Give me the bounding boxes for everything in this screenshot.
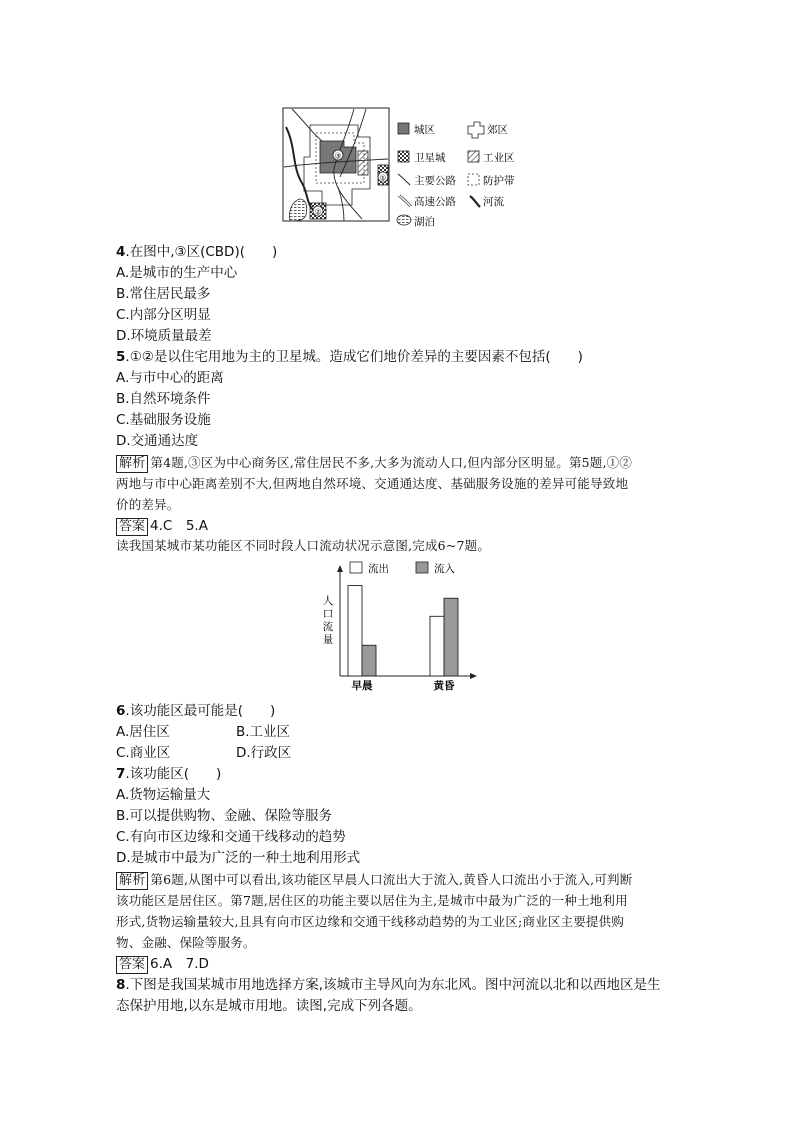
population-flow-chart (316, 558, 480, 692)
q7-option-b: B.可以提供购物、金融、保险等服务 (116, 808, 333, 824)
question-6-stem: 6.该功能区最可能是( ) (116, 703, 276, 719)
legend-label-belt: 防护带 (483, 175, 515, 187)
legend-label-river: 河流 (483, 196, 504, 208)
q7-option-c: C.有向市区边缘和交通干线移动的趋势 (116, 829, 346, 845)
q5-option-c: C.基础服务设施 (116, 412, 211, 428)
q6-option-a: A.居住区 (116, 724, 170, 740)
protective-belt-icon (468, 174, 479, 185)
x-tick-label-0: 早晨 (351, 680, 373, 692)
legend-label-suburb: 郊区 (487, 124, 508, 136)
q4-option-b: B.常住居民最多 (116, 286, 211, 302)
q6-option-c: C.商业区 (116, 745, 171, 761)
explanation-4-5: 解析 第4题,③区为中心商务区,常住居民不多,大多为流动人口,但内部分区明显。第5题,①② 两地与市中心距离差别不大,但两地自然环境、交通通达度、基础服务设施的差异可能导致地 价的差异。 (116, 455, 633, 512)
q6-option-b: B.工业区 (236, 724, 291, 740)
q7-option-a: A.货物运输量大 (116, 787, 211, 803)
answer-tag: 答案 (116, 956, 148, 974)
question-5-stem: 5.①②是以住宅用地为主的卫星城。造成它们地价差异的主要因素不包括( ) (116, 349, 583, 365)
map-marker-2: ② (314, 207, 322, 217)
explanation-tag: 解析 (116, 455, 148, 473)
urban-area-icon (398, 123, 409, 134)
bar-inflow-0 (362, 645, 376, 676)
legend-label-main-road: 主要公路 (414, 175, 456, 187)
bar-outflow-1 (430, 616, 444, 676)
legend-swatch-outflow (350, 562, 362, 573)
chart-y-axis-arrow (337, 565, 343, 572)
main-road-icon (398, 174, 410, 185)
bar-inflow-1 (444, 598, 458, 676)
legend-label-urban: 城区 (414, 124, 435, 136)
q5-option-a: A.与市中心的距离 (116, 370, 224, 386)
legend-label-industrial: 工业区 (483, 152, 515, 164)
answer-tag: 答案 (116, 518, 148, 536)
city-map-figure (282, 107, 522, 232)
answer-6-7: 答案 6.A 7.D (116, 954, 209, 974)
explanation-tag: 解析 (116, 872, 148, 890)
map-marker-3: ③ (334, 151, 342, 161)
q6-option-d: D.行政区 (236, 745, 292, 761)
q4-option-a: A.是城市的生产中心 (116, 265, 238, 281)
chart-legend (350, 562, 455, 575)
q4-option-c: C.内部分区明显 (116, 307, 211, 323)
expressway-icon (400, 195, 412, 206)
river-icon (470, 196, 480, 207)
q4-option-d: D.环境质量最差 (116, 328, 212, 344)
explanation-6-7: 解析 第6题,从图中可以看出,该功能区早晨人口流出大于流入,黄昏人口流出小于流入,可判断 该功能区是居住区。第7题,居住区的功能主要以居住为主,是城市中最为广泛的一种土地利用 形式,货物运输量较大,且具有向市区边缘和交通干线移动趋势的为工业区;商业区主要提供购 物、金融、保险等服务。 (116, 872, 633, 950)
q5-option-d: D.交通通达度 (116, 433, 199, 449)
legend-label-satellite: 卫星城 (414, 152, 446, 164)
legend-label-expressway: 高速公路 (414, 196, 456, 208)
legend-label-lake: 湖泊 (414, 216, 435, 228)
question-8-stem: 8.下图是我国某城市用地选择方案,该城市主导风向为东北风。图中河流以北和以西地区是生 (116, 977, 661, 993)
x-tick-label-1: 黄昏 (433, 680, 455, 692)
q5-option-b: B.自然环境条件 (116, 391, 211, 407)
chart-x-axis-arrow (470, 673, 477, 679)
lake-icon (397, 215, 411, 225)
legend-label-outflow: 流出 (368, 563, 389, 575)
industrial-zone-icon (468, 151, 479, 162)
question-7-stem: 7.该功能区( ) (116, 766, 222, 782)
legend-label-inflow: 流入 (434, 563, 455, 575)
chart-y-axis-label: 人口流量 (322, 595, 334, 646)
suburb-icon (468, 122, 484, 138)
map-legend (397, 122, 515, 228)
bar-outflow-0 (348, 586, 362, 676)
map-marker-1: ① (379, 173, 387, 183)
answer-4-5: 答案 4.C 5.A (116, 516, 208, 536)
question-8-stem-cont: 态保护用地,以东是城市用地。读图,完成下列各题。 (116, 998, 422, 1014)
intro-6-7: 读我国某城市某功能区不同时段人口流动状况示意图,完成6~7题。 (116, 538, 491, 553)
legend-swatch-inflow (416, 562, 428, 573)
q7-option-d: D.是城市中最为广泛的一种土地利用形式 (116, 850, 361, 866)
question-4-stem: 4.在图中,③区(CBD)( ) (116, 244, 278, 260)
satellite-town-icon (398, 151, 409, 162)
